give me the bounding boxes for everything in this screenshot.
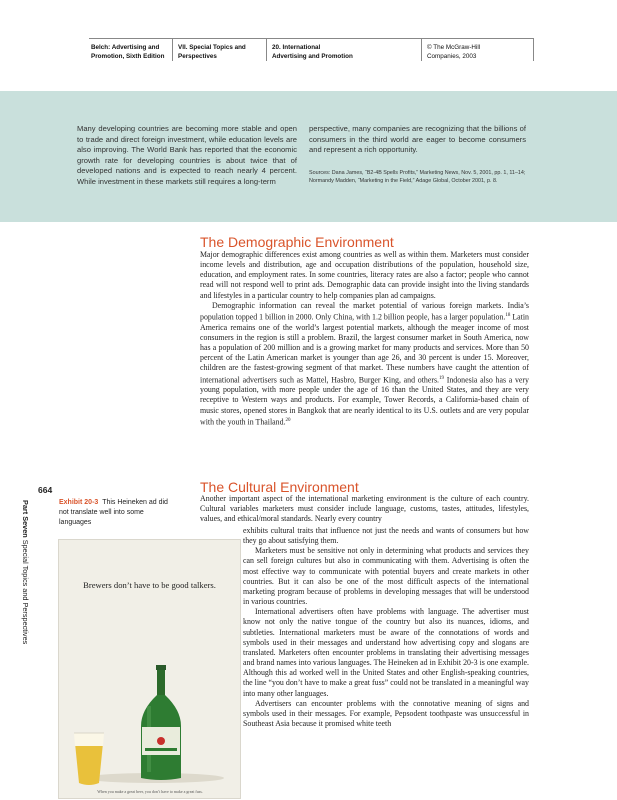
feature-box-sources: Sources: Dana James, “B2-4B Spells Profits,” Marketing News, Nov. 5, 2001, pp. 1, 11–14; Normandy Madden, “Marketing in the Field,” Adage Global, October 2001, p. 8. [309, 170, 526, 185]
sidebar-title: Special Topics and Perspectives [21, 537, 30, 645]
header-part-line2: Perspectives [178, 53, 217, 60]
header-chapter-line2: Advertising and Promotion [272, 53, 353, 60]
cultural-paragraph-1a: Another important aspect of the international marketing environment is the culture of each country. Cultural variables marketers must consider include language, customs, tastes, attitudes, lifestyles, values, and ethical/moral standards. Nearly every country [200, 494, 529, 524]
ad-headline: Brewers don’t have to be good talkers. [83, 580, 216, 590]
header-divider [533, 39, 534, 61]
header-chapter-line1: 20. International [272, 44, 321, 51]
demographic-paragraph-2 [200, 301, 529, 428]
header-divider [421, 39, 422, 61]
cultural-paragraph-2: Marketers must be sensitive not only in determining what products and services they can sell foreign cultures but also in communicating with them. Advertising is often the most effective way to communicate with potential buyers and create markets in other countries. But it can also be one of the most difficult aspects of the international marketing program because of problems in developing messages that will be understood in various countries. [243, 546, 529, 607]
sidebar-part: Part Seven [21, 500, 30, 538]
demographic-paragraph-1: Major demographic differences exist among countries as well as within them. Marketers must consider income levels and distribution, age and occupation distributions of the population, household size, education, and employment rates. In some countries, literacy rates are also a factor; people who cannot read will not respond well to print ads. Demographic data can provide insight into the living standards and lifestyles in a particular country to help companies plan ad campaigns. [200, 250, 529, 300]
page-number: 664 [38, 485, 53, 495]
sidebar-label [21, 500, 30, 644]
header-copyright-line2: Companies, 2003 [427, 53, 477, 60]
header-copyright [427, 43, 480, 61]
running-header [89, 38, 534, 65]
part-sidebar [20, 500, 32, 650]
exhibit-label: Exhibit 20-3 [59, 499, 99, 506]
header-chapter [272, 43, 353, 61]
exhibit-caption [59, 498, 169, 528]
demographic-text: Indonesia also has a very young population, with more people under the age of 16 than the United States, and they are very receptive to Western ways and products. For example, Tower Records, a California-based chain of music stores, opened stores in Bangkok that are nearly identical to its U.S. outlets and are very popular with the youth in Thailand. [200, 375, 529, 427]
cultural-paragraph-1b: exhibits cultural traits that influence not just the needs and wants of consumers but how they go about satisfying them. [243, 526, 529, 546]
cultural-paragraph-3: International advertisers often have problems with language. The advertiser must know not only the native tongue of the country but also its nuances, idioms, and subtleties. International marketers must be aware of the connotations of words and symbols used in their messages and understand how advertising copy and slogans are translated. Marketers often encounter problems in translating their advertising messages and brand names into various languages. The Heineken ad in Exhibit 20-3 is one example. Although this ad worked well in the United States and other English-speaking countries, the line “you don’t have to make a great fuss” could not be translated in a meaningful way into many other languages. [243, 607, 529, 698]
feature-box [0, 91, 617, 222]
header-part-line1: VII. Special Topics and [178, 44, 246, 51]
footnote-marker: 18 [505, 312, 511, 318]
beer-bottle-and-glass-illustration [59, 540, 240, 798]
demographic-text: Latin America remains one of the world’s largest potential markets, although the meager income of most consumers in the region is still a problem. Brazil, the largest consumer market in South America, now has a population of 200 million and is a growing market for many products and services. More than 50 percent of the Latin American market is younger than age 26, and 30 percent is under 15. Moreover, children are the fastest-growing segment of that market. These numbers have caught the attention of international advertisers such as Mattel, Hasbro, Burger King, and others. [200, 312, 529, 385]
header-book [91, 43, 164, 61]
header-copyright-line1: © The McGraw-Hill [427, 44, 481, 51]
heineken-ad-image [58, 539, 241, 799]
footnote-marker: 19 [439, 375, 444, 381]
header-part [178, 43, 246, 61]
footnote-marker: 20 [285, 417, 291, 423]
cultural-body-narrow [243, 526, 529, 729]
demographic-heading: The Demographic Environment [200, 234, 394, 250]
header-book-line2: Promotion, Sixth Edition [91, 53, 165, 60]
header-book-line1: Belch: Advertising and [91, 44, 160, 51]
cultural-paragraph-4: Advertisers can encounter problems with the connotative meaning of signs and symbols used in their messages. For example, Pepsodent toothpaste was unsuccessful in Southeast Asia because it promised white teeth [243, 698, 529, 728]
demographic-text: Demographic information can reveal the market potential of various foreign markets. India’s population topped 1 billion in 2000. Only China, with 1.2 billion people, has a larger population. [200, 300, 529, 322]
header-divider [172, 39, 173, 61]
exhibit-caption-text: This Heineken ad did not translate well into some languages [59, 499, 168, 526]
ad-tagline: When you make a great beer, you don’t have to make a great fuss. [97, 789, 203, 794]
header-divider [266, 39, 267, 61]
feature-box-right-text: perspective, many companies are recognizing that the billions of consumers in the third world are eager to become consumers and represent a rich opportunity. [309, 124, 526, 155]
demographic-body [200, 250, 529, 428]
feature-box-left-text: Many developing countries are becoming more stable and open to trade and direct foreign investment, while education levels are also improving. The World Bank has reported that the economic growth rate for developing countries is about twice that of developed nations and is expected to reach nearly 4 percent. While investment in these markets still requires a long-term [77, 124, 297, 186]
cultural-heading: The Cultural Environment [200, 479, 359, 495]
cultural-body-top [200, 494, 529, 524]
